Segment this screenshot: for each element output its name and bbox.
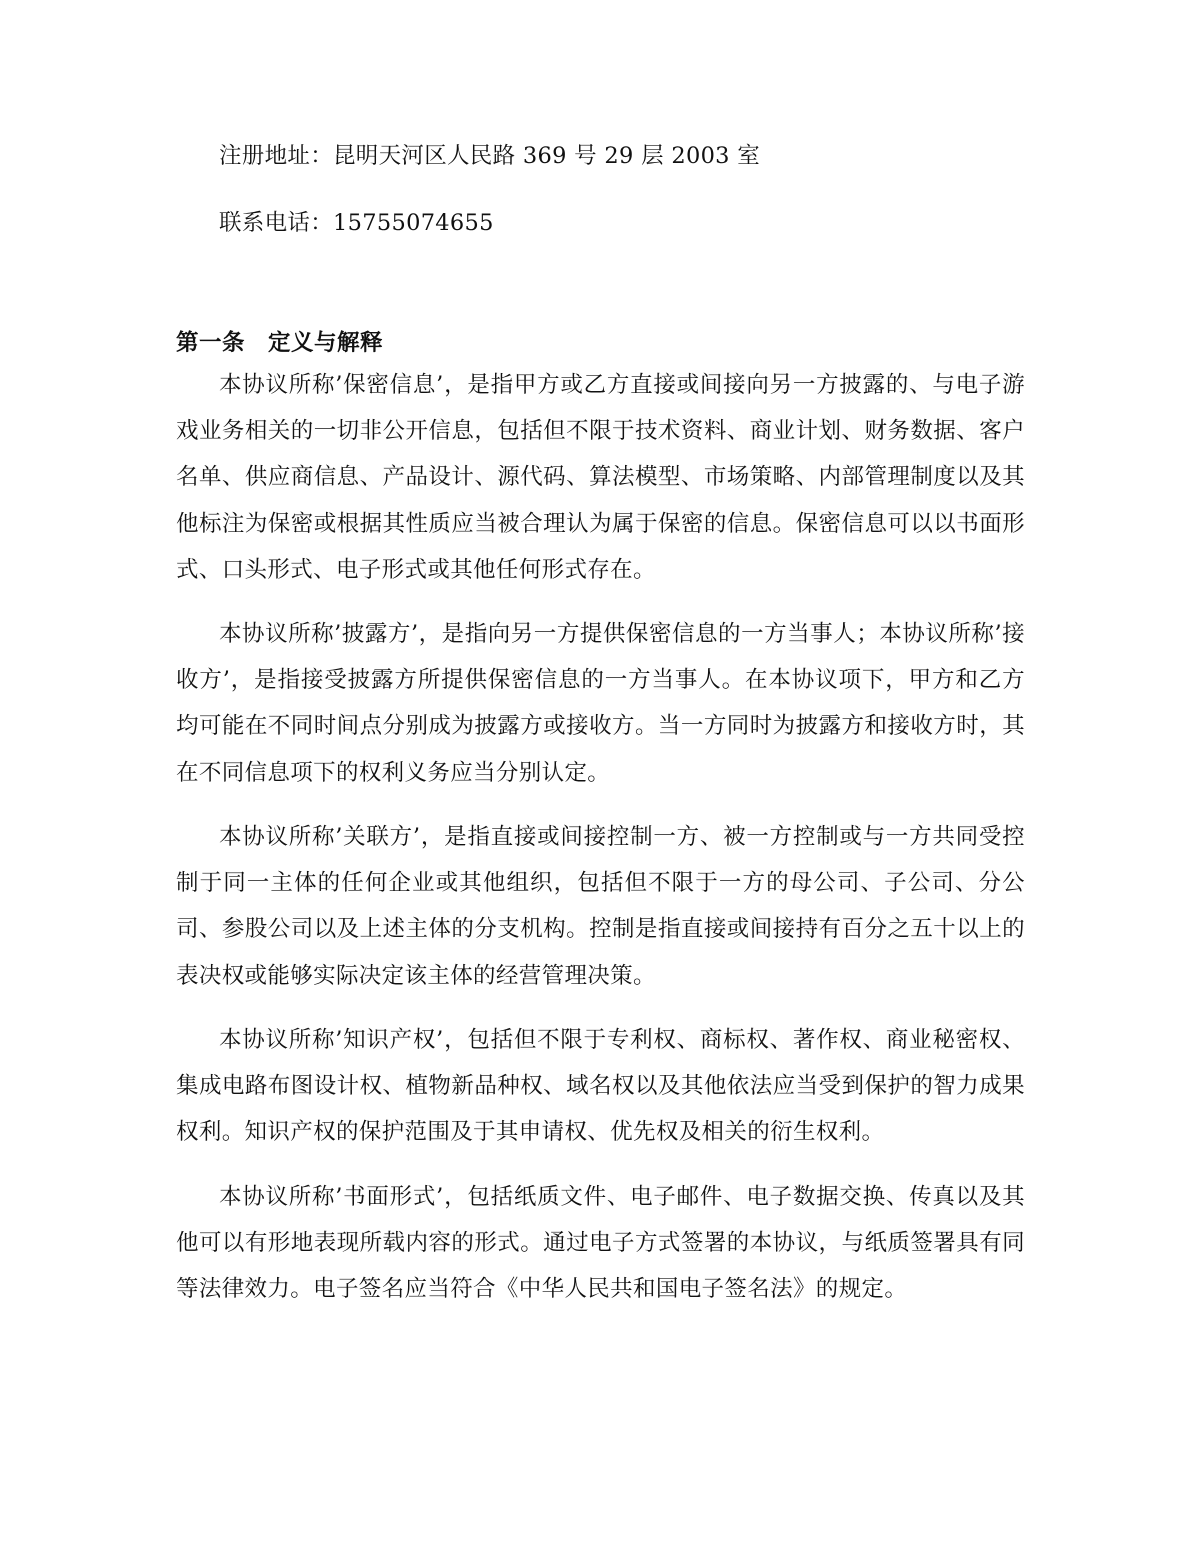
contact-phone: 联系电话：15755074655 <box>219 210 494 236</box>
paragraph-intellectual-property: 本协议所称’知识产权’，包括但不限于专利权、商标权、著作权、商业秘密权、集成电路布图设计权、植物新品种权、域名权以及其他依法应当受到保护的智力成果权利。知识产权的保护范围及于其申请权、优先权及相关的衍生权利。 <box>176 1027 1025 1146</box>
section-title: 第一条 定义与解释 <box>176 330 384 356</box>
registered-address: 注册地址：昆明天河区人民路 369 号 29 层 2003 室 <box>219 143 761 169</box>
paragraph-written-form: 本协议所称’书面形式’，包括纸质文件、电子邮件、电子数据交换、传真以及其他可以有形地表现所载内容的形式。通过电子方式签署的本协议，与纸质签署具有同等法律效力。电子签名应当符合《中华人民共和国电子签名法》的规定。 <box>176 1184 1025 1303</box>
paragraph-affiliate: 本协议所称’关联方’，是指直接或间接控制一方、被一方控制或与一方共同受控制于同一主体的任何企业或其他组织，包括但不限于一方的母公司、子公司、分公司、参股公司以及上述主体的分支机构。控制是指直接或间接持有百分之五十以上的表决权或能够实际决定该主体的经营管理决策。 <box>176 824 1025 989</box>
paragraph-disclosing-party: 本协议所称’披露方’，是指向另一方提供保密信息的一方当事人；本协议所称’接收方’，是指接受披露方所提供保密信息的一方当事人。在本协议项下，甲方和乙方均可能在不同时间点分别成为披露方或接收方。当一方同时为披露方和接收方时，其在不同信息项下的权利义务应当分别认定。 <box>176 621 1025 786</box>
paragraph-confidential-information: 本协议所称’保密信息’，是指甲方或乙方直接或间接向另一方披露的、与电子游戏业务相关的一切非公开信息，包括但不限于技术资料、商业计划、财务数据、客户名单、供应商信息、产品设计、源代码、算法模型、市场策略、内部管理制度以及其他标注为保密或根据其性质应当被合理认为属于保密的信息。保密信息可以以书面形式、口头形式、电子形式或其他任何形式存在。 <box>176 372 1025 583</box>
